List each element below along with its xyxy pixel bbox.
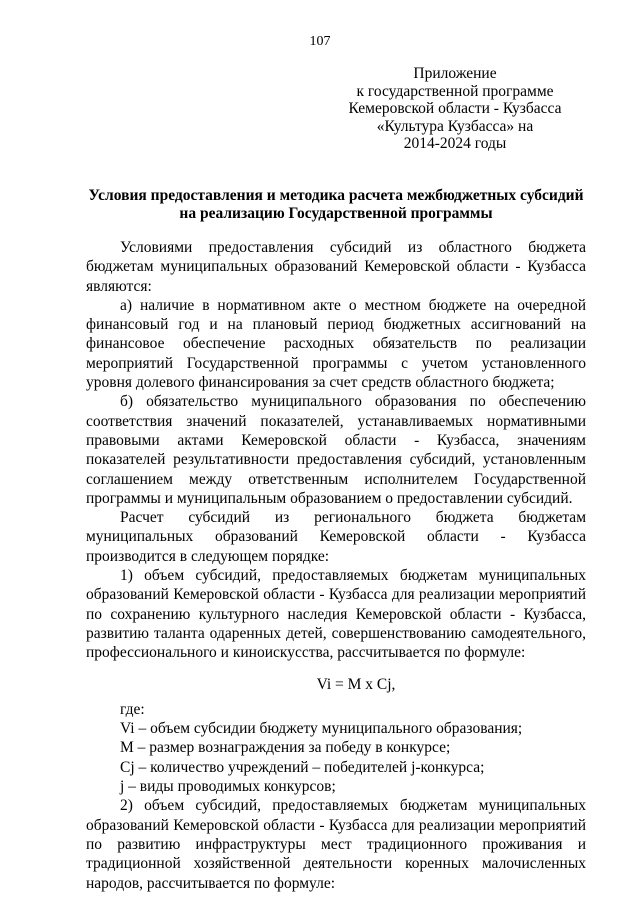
definition-j: j – виды проводимых конкурсов; xyxy=(120,778,336,796)
paragraph-condition-b: б) обязательство муниципального образования по обеспечению соответствия значений показателей, устанавливаемых нормативными правовыми актами Кемеровской области - Кузбасса, значениям показателей результативности предоставления субсидий, установленным соглашением между ответственным исполнителем Государственной программы и муниципальным образованием о предоставлении субсидий. xyxy=(86,393,586,507)
definition-cj: Cj – количество учреждений – победителей j-конкурса; xyxy=(120,758,485,776)
heading-line-1: Условия предоставления и методика расчета межбюджетных субсидий xyxy=(88,187,584,204)
formula: Vi = M x Cj, xyxy=(316,675,396,693)
appendix-line: 2014-2024 годы xyxy=(403,135,507,152)
appendix-line: Кемеровской области - Кузбасса xyxy=(348,100,562,117)
appendix-line: «Культура Кузбасса» на xyxy=(376,117,534,135)
definition-m: M – размер вознаграждения за победу в конкурсе; xyxy=(120,739,451,757)
page-number: 107 xyxy=(309,34,331,49)
heading-line-2: на реализацию Государственной программы xyxy=(179,205,493,222)
where-label: где: xyxy=(120,700,145,718)
section-heading xyxy=(86,187,586,223)
paragraph-item-1: 1) объем субсидий, предоставляемых бюджетам муниципальных образований Кемеровской области - Кузбасса для реализации мероприятий по сохранению культурного наследия Кемеровской области - Кузбасса, развитию таланта одаренных детей, совершенствованию самодеятельного, профессионального и киноискусства, рассчитывается по формуле: xyxy=(86,567,586,662)
appendix-line: Приложение xyxy=(413,65,497,82)
paragraph-conditions-intro: Условиями предоставления субсидий из областного бюджета бюджетам муниципальных образований Кемеровской области - Кузбасса являются: xyxy=(86,239,586,295)
appendix-block xyxy=(330,65,580,153)
body-text xyxy=(86,238,586,893)
paragraph-calculation-intro: Расчет субсидий из регионального бюджета бюджетам муниципальных образований Кемеровской области - Кузбасса производится в следующем порядке: xyxy=(86,509,586,565)
definition-vi: Vi – объем субсидии бюджету муниципального образования; xyxy=(120,720,523,738)
paragraph-condition-a: а) наличие в нормативном акте о местном бюджете на очередной финансовый год и на плановый период бюджетных ассигнований на финансовое обеспечение расходных обязательств по реализации мероприятий Государственной программы с учетом установленного уровня долевого финансирования за счет средств областного бюджета; xyxy=(86,296,586,392)
appendix-line: к государственной программе xyxy=(356,82,554,100)
paragraph-item-2: 2) объем субсидий, предоставляемых бюджетам муниципальных образований Кемеровской области - Кузбасса для реализации мероприятий по развитию инфраструктуры мест традиционного проживания и традиционной хозяйственной деятельности коренных малочисленных народов, рассчитывается по формуле: xyxy=(86,797,586,892)
